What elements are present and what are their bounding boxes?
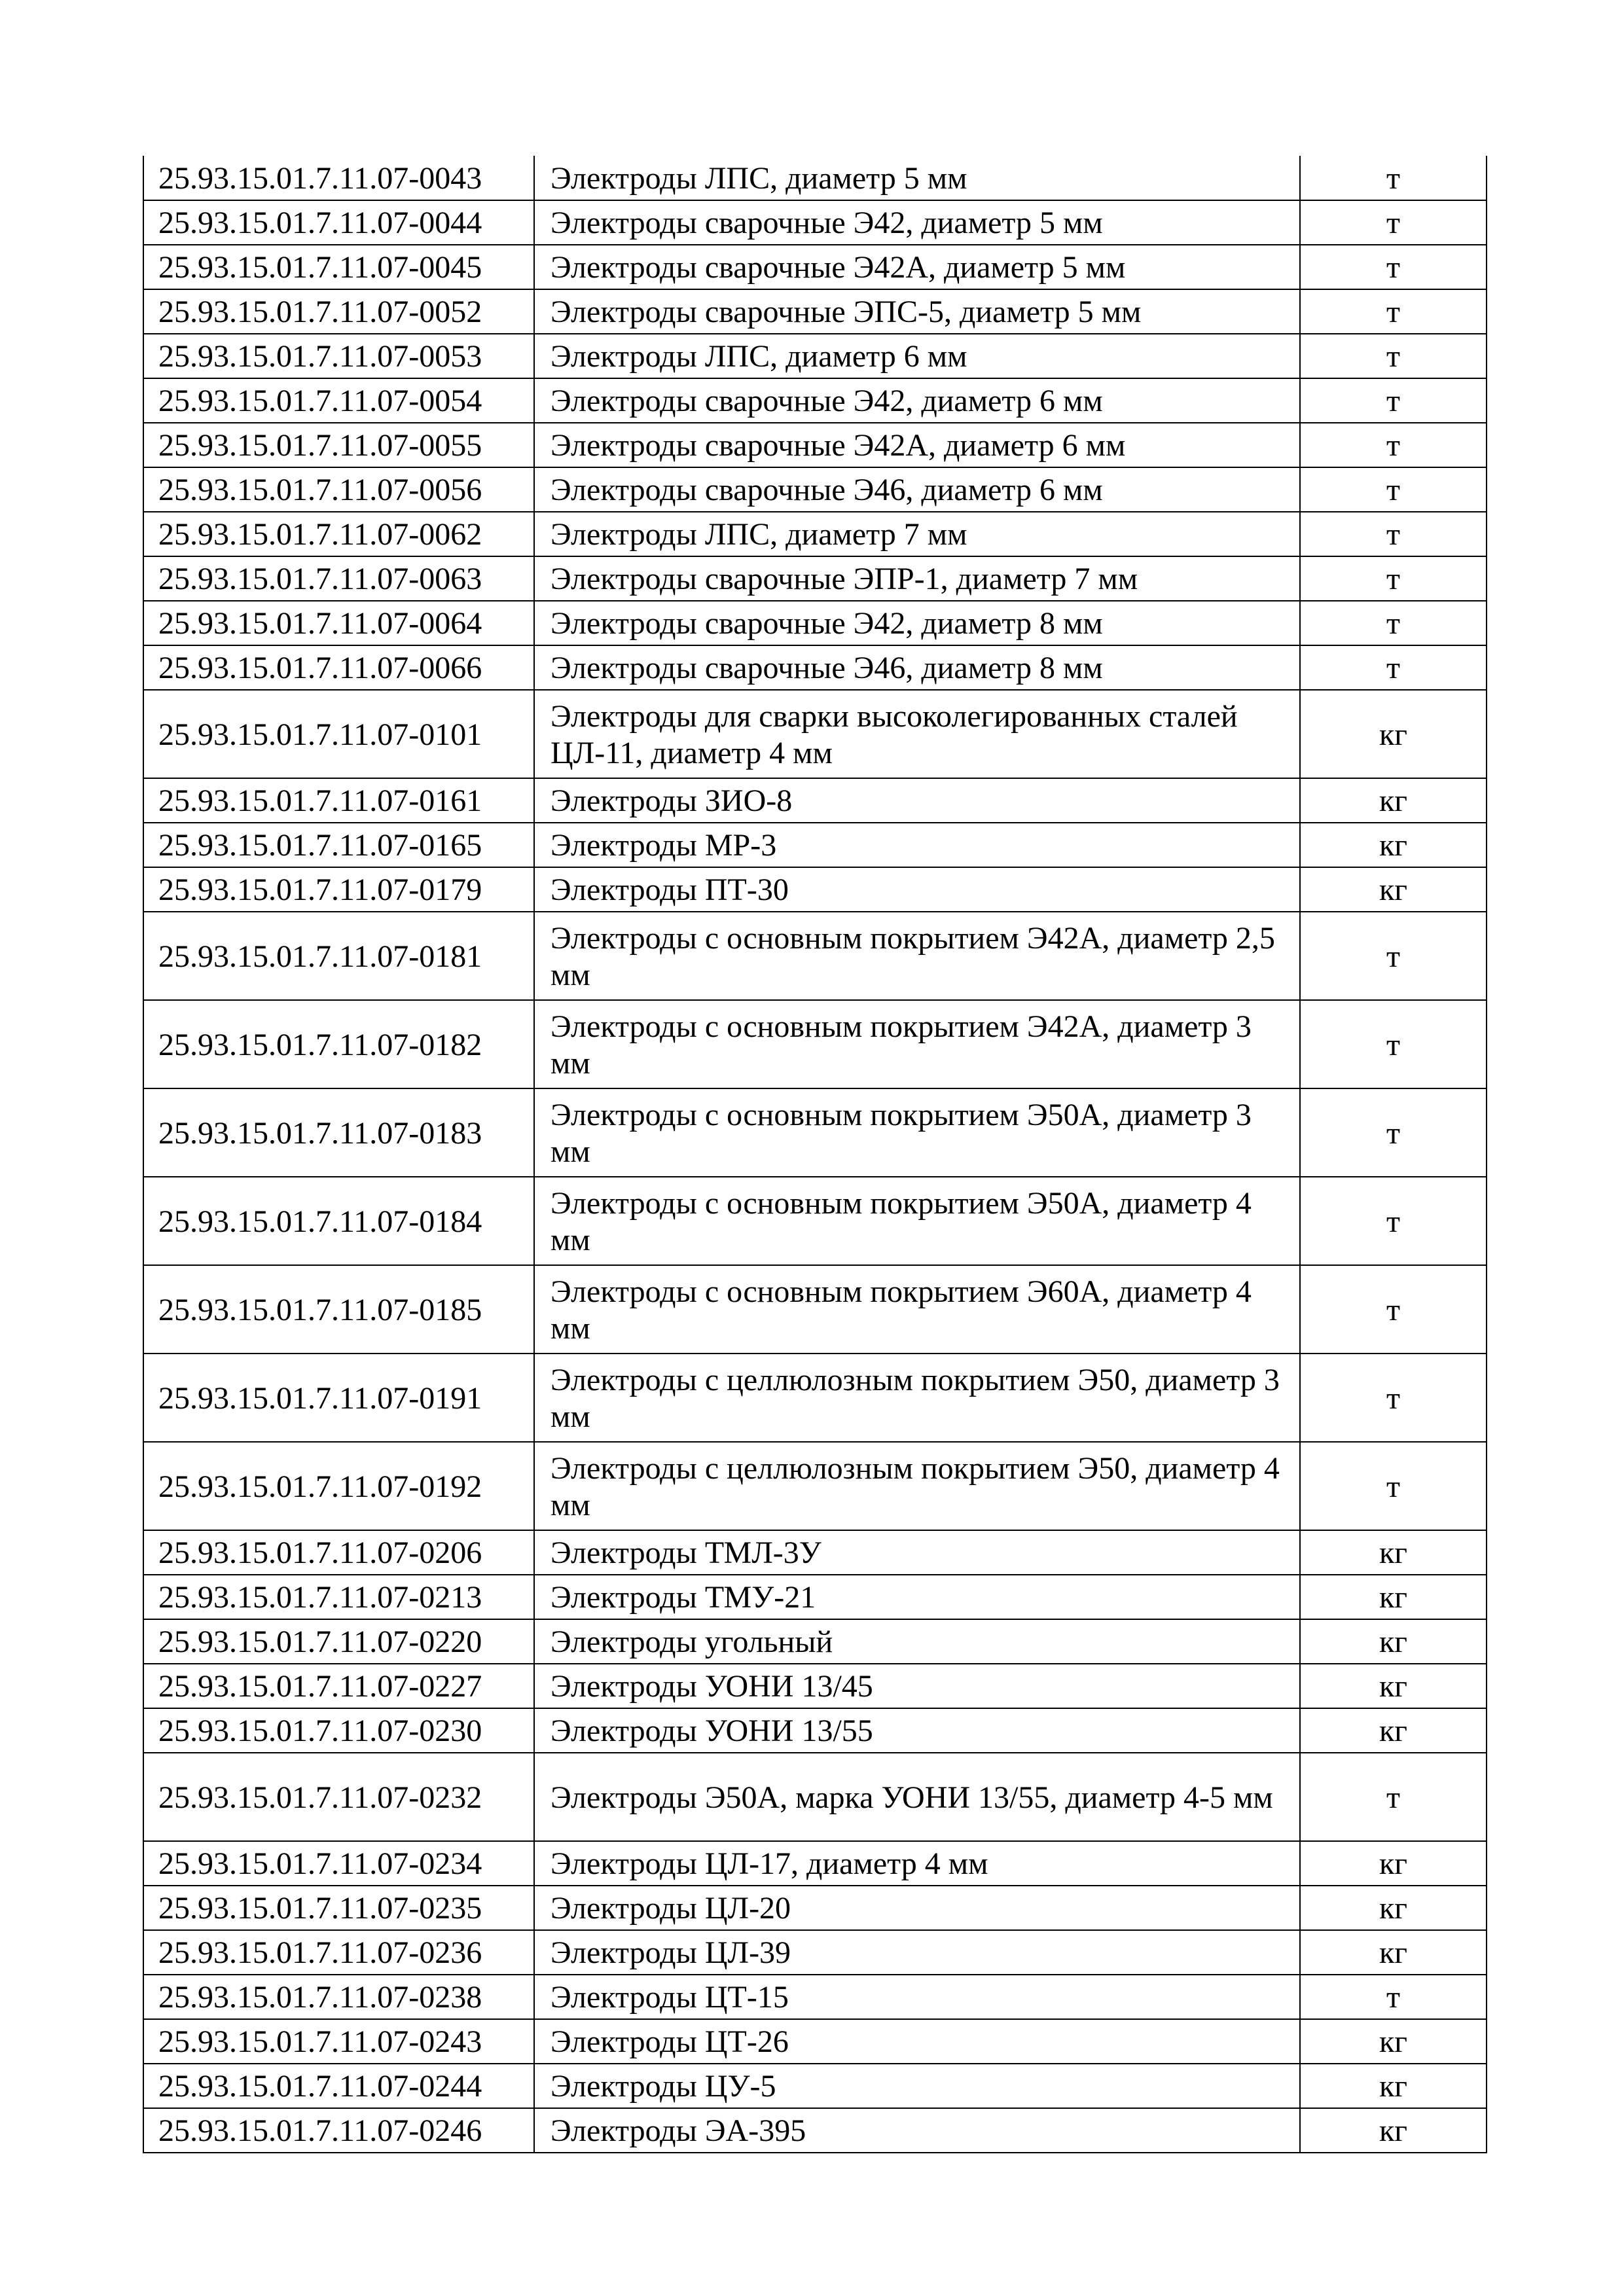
table-row <box>143 645 1487 690</box>
resource-code-cell: 25.93.15.01.7.11.07-0243 <box>143 2019 534 2064</box>
table-row <box>143 334 1487 378</box>
table-row <box>143 1000 1487 1088</box>
resource-code-cell: 25.93.15.01.7.11.07-0236 <box>143 1930 534 1975</box>
table-row <box>143 2108 1487 2153</box>
resource-name-cell: Электроды с целлюлозным покрытием Э50, диаметр 3 мм <box>534 1354 1300 1442</box>
table-row <box>143 245 1487 289</box>
resource-code-cell: 25.93.15.01.7.11.07-0184 <box>143 1177 534 1265</box>
table-row <box>143 1886 1487 1930</box>
table-row <box>143 1664 1487 1708</box>
resource-code-cell: 25.93.15.01.7.11.07-0192 <box>143 1442 534 1530</box>
unit-cell: т <box>1300 912 1487 1000</box>
unit-cell: т <box>1300 1088 1487 1177</box>
unit-cell: т <box>1300 1000 1487 1088</box>
resource-code-cell: 25.93.15.01.7.11.07-0246 <box>143 2108 534 2153</box>
table-row <box>143 289 1487 334</box>
table-row <box>143 156 1487 200</box>
table-row <box>143 2064 1487 2108</box>
table-body <box>143 156 1487 2153</box>
unit-cell: т <box>1300 556 1487 601</box>
resource-code-cell: 25.93.15.01.7.11.07-0044 <box>143 200 534 245</box>
resource-code-cell: 25.93.15.01.7.11.07-0045 <box>143 245 534 289</box>
unit-cell: кг <box>1300 1708 1487 1753</box>
resource-code-cell: 25.93.15.01.7.11.07-0063 <box>143 556 534 601</box>
unit-cell: кг <box>1300 1619 1487 1664</box>
table-row <box>143 512 1487 556</box>
unit-cell: кг <box>1300 823 1487 867</box>
table-row <box>143 867 1487 912</box>
unit-cell: т <box>1300 378 1487 423</box>
resource-code-cell: 25.93.15.01.7.11.07-0054 <box>143 378 534 423</box>
resource-code-cell: 25.93.15.01.7.11.07-0161 <box>143 778 534 823</box>
unit-cell: т <box>1300 1354 1487 1442</box>
resource-code-cell: 25.93.15.01.7.11.07-0066 <box>143 645 534 690</box>
unit-cell: кг <box>1300 2064 1487 2108</box>
resource-code-cell: 25.93.15.01.7.11.07-0056 <box>143 467 534 512</box>
unit-cell: кг <box>1300 2108 1487 2153</box>
resource-code-cell: 25.93.15.01.7.11.07-0053 <box>143 334 534 378</box>
resource-name-cell: Электроды ЦУ-5 <box>534 2064 1300 2108</box>
resource-code-cell: 25.93.15.01.7.11.07-0227 <box>143 1664 534 1708</box>
resource-name-cell: Электроды Э50А, марка УОНИ 13/55, диаметр 4-5 мм <box>534 1753 1300 1841</box>
table-row <box>143 1753 1487 1841</box>
resource-code-cell: 25.93.15.01.7.11.07-0244 <box>143 2064 534 2108</box>
resource-code-cell: 25.93.15.01.7.11.07-0206 <box>143 1530 534 1575</box>
unit-cell: кг <box>1300 1930 1487 1975</box>
resource-name-cell: Электроды с основным покрытием Э42А, диаметр 3 мм <box>534 1000 1300 1088</box>
resource-code-cell: 25.93.15.01.7.11.07-0165 <box>143 823 534 867</box>
resource-name-cell: Электроды ЛПС, диаметр 5 мм <box>534 156 1300 200</box>
resource-name-cell: Электроды ЦТ-26 <box>534 2019 1300 2064</box>
resource-name-cell: Электроды ТМУ-21 <box>534 1575 1300 1619</box>
resource-code-cell: 25.93.15.01.7.11.07-0052 <box>143 289 534 334</box>
resource-name-cell: Электроды ЗИО-8 <box>534 778 1300 823</box>
resource-name-cell: Электроды ЛПС, диаметр 7 мм <box>534 512 1300 556</box>
unit-cell: т <box>1300 1442 1487 1530</box>
unit-cell: т <box>1300 1177 1487 1265</box>
unit-cell: т <box>1300 512 1487 556</box>
unit-cell: кг <box>1300 1886 1487 1930</box>
unit-cell: кг <box>1300 778 1487 823</box>
unit-cell: т <box>1300 1265 1487 1354</box>
unit-cell: т <box>1300 1753 1487 1841</box>
resource-name-cell: Электроды ЭА-395 <box>534 2108 1300 2153</box>
unit-cell: кг <box>1300 867 1487 912</box>
resource-name-cell: Электроды ЦЛ-39 <box>534 1930 1300 1975</box>
resource-code-cell: 25.93.15.01.7.11.07-0213 <box>143 1575 534 1619</box>
unit-cell: кг <box>1300 690 1487 778</box>
resource-name-cell: Электроды сварочные ЭПС-5, диаметр 5 мм <box>534 289 1300 334</box>
resource-code-cell: 25.93.15.01.7.11.07-0062 <box>143 512 534 556</box>
table-row <box>143 378 1487 423</box>
table-row <box>143 467 1487 512</box>
resource-name-cell: Электроды ТМЛ-3У <box>534 1530 1300 1575</box>
table-row <box>143 423 1487 467</box>
table-row <box>143 823 1487 867</box>
resource-code-cell: 25.93.15.01.7.11.07-0055 <box>143 423 534 467</box>
resource-code-cell: 25.93.15.01.7.11.07-0181 <box>143 912 534 1000</box>
table-row <box>143 912 1487 1000</box>
resource-name-cell: Электроды угольный <box>534 1619 1300 1664</box>
table-row <box>143 601 1487 645</box>
unit-cell: кг <box>1300 1664 1487 1708</box>
table-row <box>143 1177 1487 1265</box>
resource-code-cell: 25.93.15.01.7.11.07-0183 <box>143 1088 534 1177</box>
unit-cell: т <box>1300 200 1487 245</box>
resource-name-cell: Электроды сварочные Э42, диаметр 8 мм <box>534 601 1300 645</box>
unit-cell: т <box>1300 423 1487 467</box>
table-row <box>143 1575 1487 1619</box>
table-row <box>143 1088 1487 1177</box>
resource-code-table <box>143 156 1487 2153</box>
table-row <box>143 1442 1487 1530</box>
resource-name-cell: Электроды УОНИ 13/45 <box>534 1664 1300 1708</box>
resource-code-cell: 25.93.15.01.7.11.07-0238 <box>143 1975 534 2019</box>
unit-cell: т <box>1300 334 1487 378</box>
resource-name-cell: Электроды МР-3 <box>534 823 1300 867</box>
table-row <box>143 200 1487 245</box>
resource-name-cell: Электроды сварочные Э42, диаметр 5 мм <box>534 200 1300 245</box>
unit-cell: кг <box>1300 1841 1487 1886</box>
resource-code-cell: 25.93.15.01.7.11.07-0185 <box>143 1265 534 1354</box>
unit-cell: т <box>1300 245 1487 289</box>
unit-cell: т <box>1300 289 1487 334</box>
unit-cell: т <box>1300 1975 1487 2019</box>
resource-code-cell: 25.93.15.01.7.11.07-0232 <box>143 1753 534 1841</box>
table-row <box>143 690 1487 778</box>
resource-code-cell: 25.93.15.01.7.11.07-0234 <box>143 1841 534 1886</box>
resource-code-cell: 25.93.15.01.7.11.07-0179 <box>143 867 534 912</box>
unit-cell: т <box>1300 156 1487 200</box>
resource-name-cell: Электроды сварочные ЭПР-1, диаметр 7 мм <box>534 556 1300 601</box>
resource-code-cell: 25.93.15.01.7.11.07-0182 <box>143 1000 534 1088</box>
table-row <box>143 2019 1487 2064</box>
unit-cell: т <box>1300 601 1487 645</box>
resource-code-cell: 25.93.15.01.7.11.07-0191 <box>143 1354 534 1442</box>
resource-name-cell: Электроды с основным покрытием Э60А, диаметр 4 мм <box>534 1265 1300 1354</box>
unit-cell: кг <box>1300 2019 1487 2064</box>
table-row <box>143 1530 1487 1575</box>
resource-name-cell: Электроды ПТ-30 <box>534 867 1300 912</box>
resource-name-cell: Электроды с целлюлозным покрытием Э50, диаметр 4 мм <box>534 1442 1300 1530</box>
resource-code-cell: 25.93.15.01.7.11.07-0101 <box>143 690 534 778</box>
table-row <box>143 1619 1487 1664</box>
resource-code-cell: 25.93.15.01.7.11.07-0230 <box>143 1708 534 1753</box>
table-row <box>143 1265 1487 1354</box>
table-row <box>143 778 1487 823</box>
resource-name-cell: Электроды сварочные Э46, диаметр 8 мм <box>534 645 1300 690</box>
resource-name-cell: Электроды ЦЛ-20 <box>534 1886 1300 1930</box>
unit-cell: т <box>1300 467 1487 512</box>
table-row <box>143 1841 1487 1886</box>
resource-code-cell: 25.93.15.01.7.11.07-0220 <box>143 1619 534 1664</box>
table-row <box>143 1930 1487 1975</box>
resource-name-cell: Электроды с основным покрытием Э50А, диаметр 4 мм <box>534 1177 1300 1265</box>
resource-name-cell: Электроды сварочные Э42А, диаметр 5 мм <box>534 245 1300 289</box>
table-row <box>143 1354 1487 1442</box>
resource-name-cell: Электроды с основным покрытием Э42А, диаметр 2,5 мм <box>534 912 1300 1000</box>
resource-code-cell: 25.93.15.01.7.11.07-0043 <box>143 156 534 200</box>
unit-cell: т <box>1300 645 1487 690</box>
resource-code-cell: 25.93.15.01.7.11.07-0064 <box>143 601 534 645</box>
resource-name-cell: Электроды сварочные Э42А, диаметр 6 мм <box>534 423 1300 467</box>
resource-name-cell: Электроды ЛПС, диаметр 6 мм <box>534 334 1300 378</box>
table-row <box>143 1708 1487 1753</box>
resource-code-cell: 25.93.15.01.7.11.07-0235 <box>143 1886 534 1930</box>
unit-cell: кг <box>1300 1530 1487 1575</box>
resource-name-cell: Электроды сварочные Э46, диаметр 6 мм <box>534 467 1300 512</box>
resource-name-cell: Электроды ЦЛ-17, диаметр 4 мм <box>534 1841 1300 1886</box>
resource-name-cell: Электроды сварочные Э42, диаметр 6 мм <box>534 378 1300 423</box>
resource-name-cell: Электроды с основным покрытием Э50А, диаметр 3 мм <box>534 1088 1300 1177</box>
unit-cell: кг <box>1300 1575 1487 1619</box>
resource-name-cell: Электроды УОНИ 13/55 <box>534 1708 1300 1753</box>
resource-name-cell: Электроды для сварки высоколегированных сталей ЦЛ-11, диаметр 4 мм <box>534 690 1300 778</box>
table-row <box>143 556 1487 601</box>
resource-name-cell: Электроды ЦТ-15 <box>534 1975 1300 2019</box>
table-row <box>143 1975 1487 2019</box>
